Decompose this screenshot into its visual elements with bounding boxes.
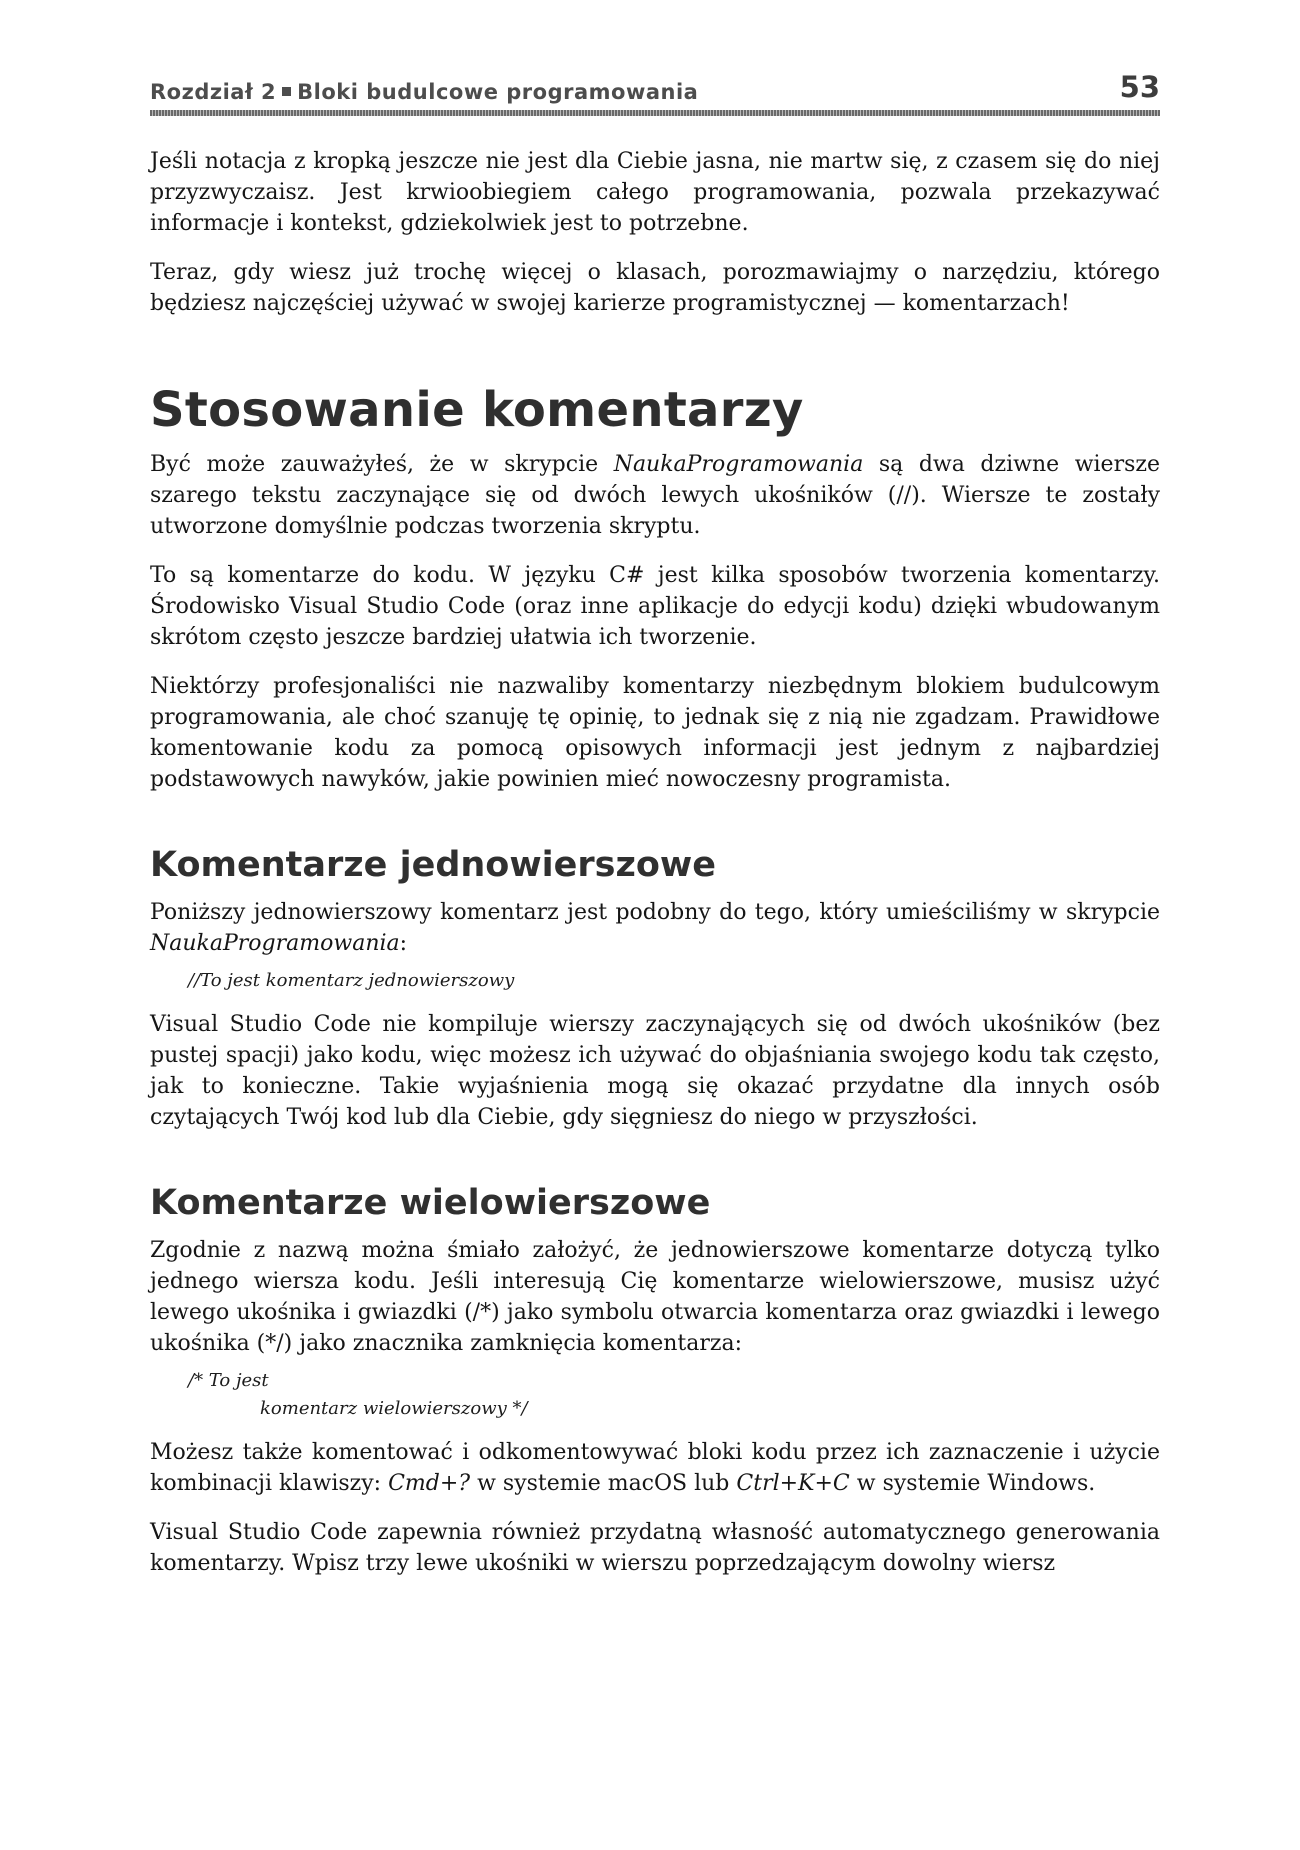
subsection-heading-single-line: Komentarze jednowierszowe bbox=[150, 845, 716, 885]
header-rule bbox=[150, 110, 1160, 116]
text-run: w systemie macOS lub bbox=[470, 1471, 737, 1496]
chapter-heading bbox=[150, 80, 698, 104]
page-number: 53 bbox=[1119, 70, 1160, 104]
chapter-title: Bloki budulcowe programowania bbox=[297, 80, 699, 104]
multi-line-paragraph-3: Visual Studio Code zapewnia również przydatną własność automatycznego generowania komentarzy. Wpisz trzy lewe ukośniki w wierszu poprzedzającym dowolny wiersz bbox=[150, 1520, 1160, 1576]
book-page bbox=[150, 60, 1160, 1579]
code-sample-multi-line-1: /* To jest bbox=[188, 1370, 269, 1391]
single-line-paragraph-2: Visual Studio Code nie kompiluje wierszy zaczynających się od dwóch ukośników (bez pustej spacji) jako kodu, więc możesz ich używać do objaśniania swojego kodu tak często, jak to konieczne. Takie wyjaśnienia mogą się okazać przydatne dla innych osób czytających Twój kod lub dla Ciebie, gdy sięgniesz do niego w przyszłości. bbox=[150, 1012, 1160, 1130]
text-run: Możesz także komentować i odkomentowywać bloki kodu przez ich zaznaczenie i użycie kombinacji klawiszy: bbox=[150, 1440, 1160, 1496]
subsection-heading-multi-line: Komentarze wielowierszowe bbox=[150, 1183, 711, 1223]
code-sample-single-line: //To jest komentarz jednowierszowy bbox=[188, 970, 515, 991]
text-run: Być może zauważyłeś, że w skrypcie bbox=[150, 452, 614, 477]
single-line-paragraph-1 bbox=[150, 897, 1160, 959]
multi-line-paragraph-1: Zgodnie z nazwą można śmiało założyć, że jednowierszowe komentarze dotyczą tylko jednego wiersza kodu. Jeśli interesują Cię komentarze wielowierszowe, musisz użyć lewego ukośnika i gwiazdki (/*) jako symbolu otwarcia komentarza oraz gwiazdki i lewego ukośnika (*/) jako znacznika zamknięcia komentarza: bbox=[150, 1238, 1160, 1356]
intro-paragraph-1: Jeśli notacja z kropką jeszcze nie jest dla Ciebie jasna, nie martw się, z czasem się do niej przyzwyczaisz. Jest krwioobiegiem całego programowania, pozwala przekazywać informacje i kontekst, gdziekolwiek jest to potrzebne. bbox=[150, 149, 1160, 236]
text-run: w systemie Windows. bbox=[849, 1471, 1096, 1496]
comments-paragraph-1 bbox=[150, 449, 1160, 542]
code-sample-multi-line-2: komentarz wielowierszowy */ bbox=[260, 1398, 528, 1419]
square-bullet-icon bbox=[282, 87, 291, 96]
section-heading-comments: Stosowanie komentarzy bbox=[150, 382, 804, 438]
text-run: są dwa dziwne wiersze szarego tekstu zaczynające się od dwóch lewych ukośników (//). Wiersze te zostały utworzone domyślnie podczas tworzenia skryptu. bbox=[150, 452, 1160, 539]
comments-paragraph-2: To są komentarze do kodu. W języku C# jest kilka sposobów tworzenia komentarzy. Środowisko Visual Studio Code (oraz inne aplikacje do edycji kodu) dzięki wbudowanym skrótom często jeszcze bardziej ułatwia ich tworzenie. bbox=[150, 563, 1160, 650]
comments-paragraph-3: Niektórzy profesjonaliści nie nazwaliby komentarzy niezbędnym blokiem budulcowym programowania, ale choć szanuję tę opinię, to jednak się z nią nie zgadzam. Prawidłowe komentowanie kodu za pomocą opisowych informacji jest jednym z najbardziej podstawowych nawyków, jakie powinien mieć nowoczesny programista. bbox=[150, 674, 1160, 792]
intro-paragraph-2: Teraz, gdy wiesz już trochę więcej o klasach, porozmawiajmy o narzędziu, którego będziesz najczęściej używać w swojej karierze programistycznej — komentarzach! bbox=[150, 260, 1160, 316]
running-header bbox=[150, 60, 1160, 104]
text-run: Poniższy jednowierszowy komentarz jest podobny do tego, który umieściliśmy w skrypcie bbox=[150, 900, 1160, 925]
script-name: NaukaProgramowania bbox=[613, 452, 864, 477]
script-name: NaukaProgramowania bbox=[150, 931, 400, 956]
multi-line-paragraph-2 bbox=[150, 1437, 1160, 1499]
shortcut-windows: Ctrl+K+C bbox=[736, 1471, 850, 1496]
shortcut-macos: Cmd+? bbox=[388, 1471, 471, 1496]
text-run: : bbox=[399, 931, 408, 956]
chapter-number: Rozdział 2 bbox=[150, 80, 277, 104]
